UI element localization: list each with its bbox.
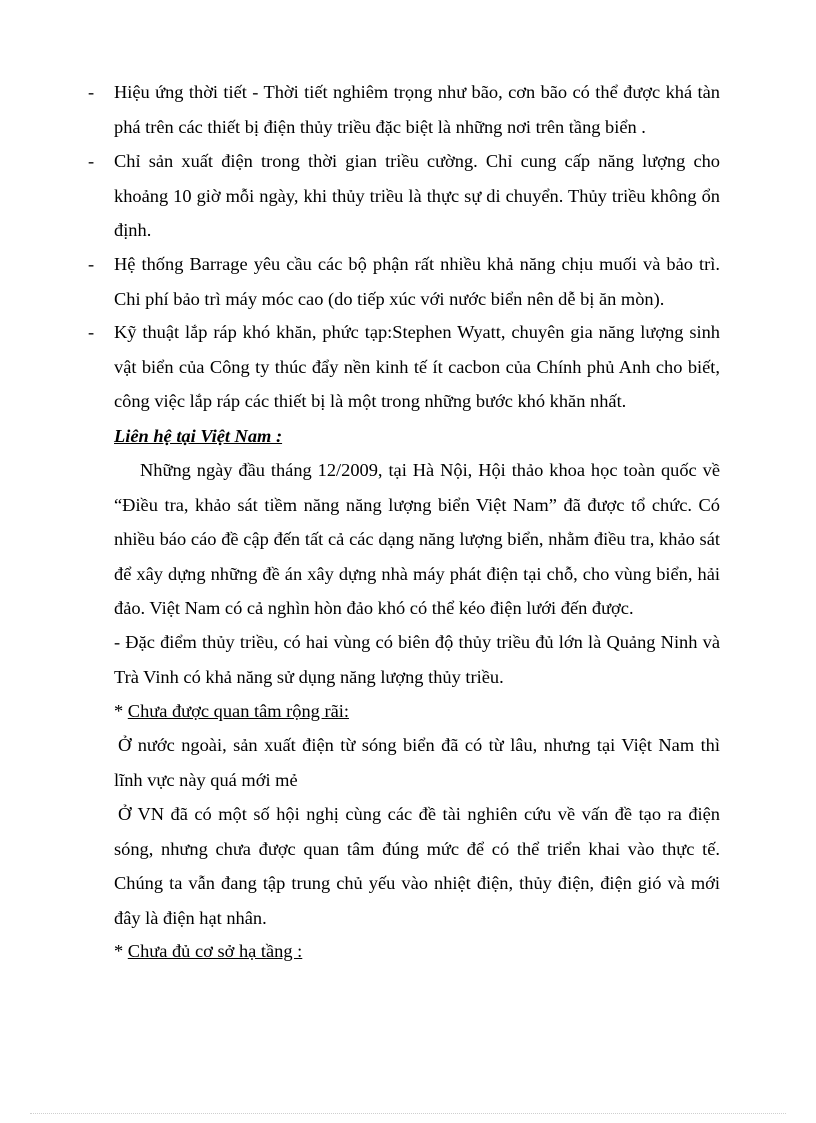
paragraph-tidal-features: - Đặc điểm thủy triều, có hai vùng có biên độ thủy triều đủ lớn là Quảng Ninh và Trà Vinh có khả năng sử dụng năng lượng thủy triều. bbox=[114, 632, 720, 687]
subheading-title: Chưa được quan tâm rộng rãi: bbox=[127, 701, 349, 721]
paragraph-abroad: Ở nước ngoài, sản xuất điện từ sóng biển đã có từ lâu, nhưng tại Việt Nam thì lĩnh vực này quá mới mẻ bbox=[114, 735, 720, 790]
paragraph-vn-research: Ở VN đã có một số hội nghị cùng các đề tài nghiên cứu về vấn đề tạo ra điện sóng, nhưng chưa được quan tâm đúng mức để có thể triển khai vào thực tế. Chúng ta vẫn đang tập trung chủ yếu vào nhiệt điện, thủy điện, điện gió và mới đây là điện hạt nhân. bbox=[114, 804, 720, 928]
bullet-marker: - bbox=[88, 254, 95, 274]
subheading-title: Chưa đủ cơ sở hạ tầng : bbox=[127, 941, 303, 961]
page-bottom-border bbox=[30, 1113, 786, 1114]
bullet-item bbox=[88, 315, 720, 419]
bullet-marker: - bbox=[88, 322, 95, 342]
bullet-text: Hệ thống Barrage yêu cầu các bộ phận rất nhiều khả năng chịu muối và bảo trì. Chi phí bảo trì máy móc cao (do tiếp xúc với nước biển nên dễ bị ăn mòn). bbox=[114, 254, 720, 309]
bullet-item bbox=[88, 75, 720, 144]
bullet-text: Kỹ thuật lắp ráp khó khăn, phức tạp:Stephen Wyatt, chuyên gia năng lượng sinh vật biển của Công ty thúc đẩy nền kinh tế ít cacbon của Chính phủ Anh cho biết, công việc lắp ráp các thiết bị là một trong những bước khó khăn nhất. bbox=[114, 322, 720, 411]
bullet-marker: - bbox=[88, 82, 95, 102]
subheading-star: * bbox=[114, 941, 128, 961]
bullet-text: Hiệu ứng thời tiết - Thời tiết nghiêm trọng như bão, cơn bão có thể được khá tàn phá trên các thiết bị điện thủy triều đặc biệt là những nơi trên tầng biển . bbox=[114, 82, 720, 137]
subheading-star: * bbox=[114, 701, 128, 721]
subheading-infrastructure bbox=[114, 934, 720, 969]
paragraph-intro: Những ngày đầu tháng 12/2009, tại Hà Nội, Hội thảo khoa học toàn quốc về “Điều tra, khảo sát tiềm năng năng lượng biển Việt Nam” đã được tổ chức. Có nhiều báo cáo đề cập đến tất cả các dạng năng lượng biển, nhằm điều tra, khảo sát để xây dựng những đề án xây dựng nhà máy phát điện tại chỗ, cho vùng biển, hải đảo. Việt Nam có cả nghìn hòn đảo khó có thể kéo điện lưới đến được. bbox=[114, 460, 720, 618]
section-heading: Liên hệ tại Việt Nam : bbox=[114, 426, 283, 446]
subheading-not-widely-considered bbox=[114, 694, 720, 729]
bullet-text: Chỉ sản xuất điện trong thời gian triều cường. Chỉ cung cấp năng lượng cho khoảng 10 giờ mỗi ngày, khi thủy triều là thực sự di chuyển. Thủy triều không ổn định. bbox=[114, 151, 720, 240]
bullet-item bbox=[88, 247, 720, 316]
bullet-item bbox=[88, 144, 720, 248]
bullet-marker: - bbox=[88, 151, 95, 171]
